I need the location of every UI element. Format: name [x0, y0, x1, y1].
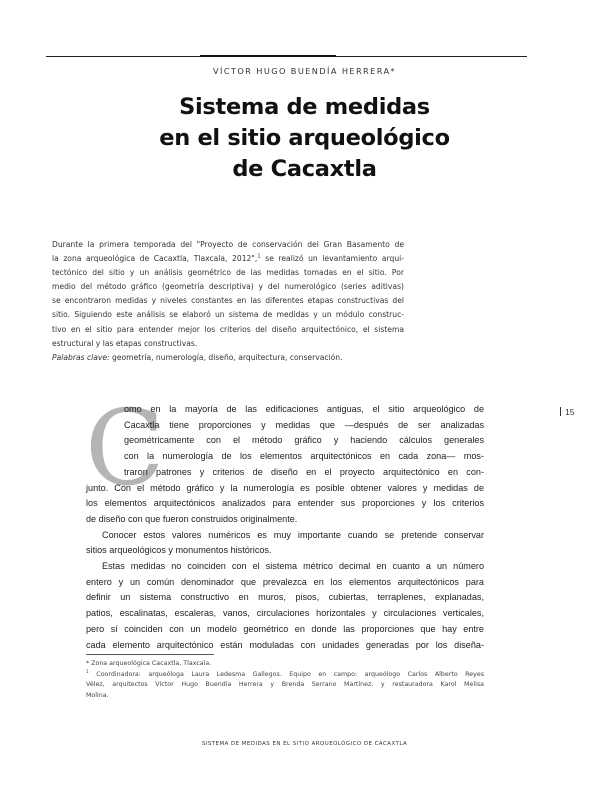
keywords-label: Palabras clave:: [52, 352, 110, 362]
abstract-line: medio del método gráfico (geometría descriptiva) y del numerológico (series aditivas): [52, 282, 404, 292]
title-line-3: de Cacaxtla: [232, 156, 377, 182]
abstract-line: Durante la primera temporada del "Proyecto de conservación del Gran Basamento de: [52, 240, 404, 249]
body-line: junto. Con el método gráfico y la numerología es posible obtener valores y medidas de: [86, 482, 484, 493]
body-line: geométricamente con el método gráfico y haciendo cálculos generales: [124, 435, 484, 446]
abstract-line-text: se realizó un levantamiento arqui-: [260, 254, 404, 264]
abstract-line: sitio. Siguiendo este análisis se elaboró un sistema de medidas y un módulo construc-: [52, 310, 404, 320]
body-line: Conocer estos valores numéricos es muy importante cuando se pretende conservar: [102, 529, 484, 540]
body-line: omo en la mayoría de las edificaciones antiguas, el sitio arqueológico de: [124, 404, 484, 414]
footnote-rule: [86, 654, 214, 655]
body-line: definir un sistema constructivo en muros, pisos, cubiertas, terraplenes, explanadas,: [86, 592, 484, 603]
body-line: los elementos arquitectónicos analizados para entender sus proporciones y los criterios: [86, 498, 484, 509]
body-line: entero y un común denominador que prevalezca en los elementos arquitectónicos para: [86, 576, 484, 587]
abstract-line: estructural y las etapas constructivas.: [52, 338, 198, 348]
abstract-line: se encontraron medidas y niveles constantes en las diferentes etapas constructivas del: [52, 296, 404, 306]
footnote-star: * Zona arqueológica Cacaxtla, Tlaxcala.: [86, 660, 212, 667]
body-line: pero sí coinciden con un modelo geométrico en donde las proporciones que hay entre: [86, 623, 484, 634]
footnote-1-mark: 1: [86, 669, 89, 675]
keywords: [52, 351, 404, 365]
footnote-1-text: Coordinadora: arqueóloga Laura Ledesma Gallegos. Equipo en campo: arqueólogo Carlos Alberto Reyes: [88, 670, 484, 678]
footnote-1-line: Vélez, arquitectos Víctor Hugo Buendía Herrera y Brenda Serrano Martínez, y restauradora Karol Melisa: [86, 681, 484, 688]
body-line: sitios arqueológicos y monumentos históricos.: [86, 545, 272, 556]
page-number-text: 15: [565, 407, 575, 417]
body-line: Cacaxtla tiene proporciones y medidas que —después de ser analizadas: [124, 419, 484, 430]
abstract-line: tectónico del sitio y un análisis geométrico de las medidas tomadas en el sitio. Por: [52, 268, 404, 278]
footnote-1-line: [86, 670, 484, 681]
body-line: Estas medidas no coinciden con el sistema métrico decimal en cuanto a un número: [102, 561, 484, 572]
footnotes: [86, 659, 484, 701]
title-line-1: Sistema de medidas: [179, 94, 430, 120]
body-line: de diseño con que fueron construidos originalmente.: [86, 513, 298, 524]
body-line: cada elemento arquitectónico están moduladas con unidades generadas por los diseña-: [86, 639, 484, 650]
author-name: VÍCTOR HUGO BUENDÍA HERRERA*: [213, 66, 396, 76]
abstract-line-text: la zona arqueológica de Cacaxtla, Tlaxcala, 2012",: [52, 254, 258, 264]
body-text: [86, 402, 484, 653]
drop-cap: C: [85, 387, 165, 509]
abstract-line: [52, 252, 404, 266]
title-line-2: en el sitio arqueológico: [159, 125, 450, 151]
abstract-line: tivo en el sitio para entender mejor los criterios del diseño arquitectónico, el sistema: [52, 324, 404, 334]
footnote-1-line: Molina.: [86, 691, 109, 699]
keywords-text: geometría, numerología, diseño, arquitectura, conservación.: [109, 352, 343, 362]
folio-bar: [560, 407, 561, 416]
body-line: patios, escalinatas, escaleras, vanos, circulaciones horizontales y circulaciones verticales,: [86, 608, 484, 619]
body-line: con la numerología de los elementos arquitectónicos en cada zona— mos-: [124, 451, 484, 462]
header-rule-accent: [200, 55, 336, 57]
body-line: traron patrones y criterios de diseño en el proyecto arquitectónico en con-: [124, 466, 484, 477]
abstract: [52, 238, 404, 365]
page-number: [560, 407, 574, 417]
footnote-ref-1[interactable]: 1: [257, 253, 261, 260]
running-footer: SISTEMA DE MEDIDAS EN EL SITIO ARQUEOLÓGICO DE CACAXTLA: [201, 741, 408, 747]
article-title: [0, 92, 609, 185]
